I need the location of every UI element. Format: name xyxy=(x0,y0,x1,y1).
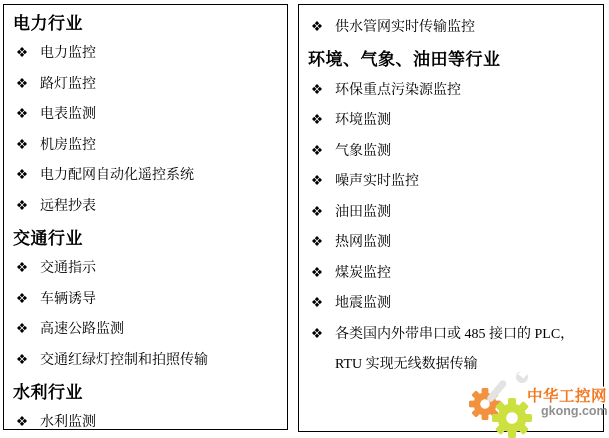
list-item xyxy=(299,74,603,105)
list-item-label: 交通指示 xyxy=(40,261,96,277)
list-item-label: 交通红绿灯控制和拍照传输 xyxy=(40,352,208,368)
list-item-label: 煤炭监控 xyxy=(335,265,391,281)
diamond-bullet-icon xyxy=(312,114,335,124)
list-item xyxy=(4,37,287,68)
list-item-label: 车辆诱导 xyxy=(40,291,96,307)
list-item xyxy=(299,11,603,42)
diamond-bullet-icon xyxy=(312,21,335,31)
section-heading-label: 环境、气象、油田等行业 xyxy=(308,50,501,69)
list-item xyxy=(299,165,603,196)
section-heading xyxy=(4,220,287,252)
diamond-bullet-icon xyxy=(17,139,40,149)
diamond-bullet-icon xyxy=(312,267,335,277)
section-heading-label: 电力行业 xyxy=(13,13,83,33)
list-item-label: 热网监测 xyxy=(335,235,391,251)
gear-icon-green xyxy=(492,398,532,438)
list-item-label: 环境监测 xyxy=(335,113,391,129)
diamond-bullet-icon xyxy=(17,47,40,57)
left-industry-panel xyxy=(3,4,288,430)
list-item-label: 地震监测 xyxy=(335,296,391,312)
diamond-bullet-icon xyxy=(312,206,335,216)
diamond-bullet-icon xyxy=(17,262,40,272)
list-item-label: RTU 实现无线数据传输 xyxy=(335,357,478,373)
list-item xyxy=(299,104,603,135)
section-heading-label: 水利行业 xyxy=(13,382,83,402)
diamond-bullet-icon xyxy=(17,416,40,426)
diamond-bullet-icon xyxy=(312,236,335,246)
list-item xyxy=(4,159,287,190)
diamond-bullet-icon xyxy=(17,169,40,179)
list-item xyxy=(4,344,287,375)
list-item xyxy=(4,252,287,283)
list-item xyxy=(4,129,287,160)
diamond-bullet-icon xyxy=(17,78,40,88)
diamond-bullet-icon xyxy=(312,175,335,185)
list-item xyxy=(4,313,287,344)
list-item-label: 供水管网实时传输监控 xyxy=(335,20,475,36)
list-item xyxy=(4,406,287,430)
diamond-bullet-icon xyxy=(312,297,335,307)
list-item-label: 机房监控 xyxy=(40,137,96,153)
list-item xyxy=(299,257,603,288)
diamond-bullet-icon xyxy=(312,328,335,338)
list-item xyxy=(299,226,603,257)
list-item xyxy=(4,68,287,99)
list-item-label: 各类国内外带串口或 485 接口的 PLC， xyxy=(335,326,575,342)
list-item-label: 路灯监控 xyxy=(40,76,96,92)
list-item-label: 远程抄表 xyxy=(40,198,96,214)
list-item-label: 电力监控 xyxy=(40,46,96,62)
list-item xyxy=(299,318,603,349)
list-item xyxy=(4,283,287,314)
list-item-label: 电表监测 xyxy=(40,107,96,123)
list-item xyxy=(299,287,603,318)
list-item xyxy=(4,190,287,221)
diamond-bullet-icon xyxy=(312,145,335,155)
diamond-bullet-icon xyxy=(312,84,335,94)
list-item-label: 电力配网自动化遥控系统 xyxy=(40,168,194,184)
diamond-bullet-icon xyxy=(17,200,40,210)
list-item-label: 气象监测 xyxy=(335,143,391,159)
diamond-bullet-icon xyxy=(17,354,40,364)
diamond-bullet-icon xyxy=(17,323,40,333)
section-heading xyxy=(4,374,287,406)
list-item-label: 环保重点污染源监控 xyxy=(335,82,461,98)
section-heading xyxy=(4,5,287,37)
list-item xyxy=(299,196,603,227)
diamond-bullet-icon xyxy=(17,293,40,303)
list-item xyxy=(299,135,603,166)
watermark-site-url: gkong.com xyxy=(541,404,608,418)
wrench-icon xyxy=(486,369,528,404)
list-item-label: 高速公路监测 xyxy=(40,322,124,338)
section-heading-label: 交通行业 xyxy=(13,228,83,248)
gkong-watermark xyxy=(468,368,608,438)
section-heading xyxy=(299,42,603,74)
list-item xyxy=(4,98,287,129)
watermark-site-name: 中华工控网 xyxy=(527,388,608,405)
diamond-bullet-icon xyxy=(17,108,40,118)
list-item-label: 噪声实时监控 xyxy=(335,174,419,190)
list-item-label: 油田监测 xyxy=(335,204,391,220)
list-item-label: 水利监测 xyxy=(40,415,96,430)
